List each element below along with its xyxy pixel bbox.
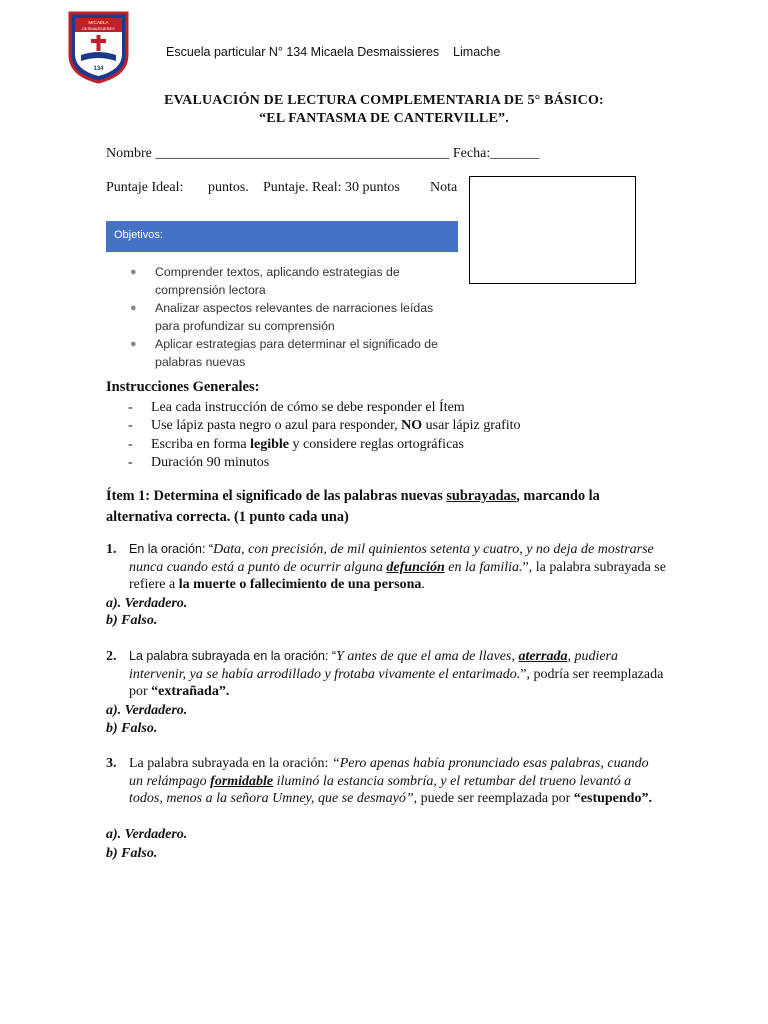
school-name: Escuela particular N° 134 Micaela Desmaissieres Limache [166,45,501,59]
page-title: EVALUACIÓN DE LECTURA COMPLEMENTARIA DE 5° BÁSICO: [164,93,604,108]
q1-option-b[interactable]: b) Falso. [106,613,158,628]
question-1: 1. En la oración: “Data, con precisión, de mil quinientos setenta y cuatro, y no deja de mostrarse nunca cuando está a punto de ocurrir alguna defunción en la familia.”, la palabra subrayada se refiere a la muerte o fallecimiento de una persona. [106,542,666,593]
underlined-word: aterrada [518,649,568,664]
instruction-item: - Use lápiz pasta negro o azul para responder, NO usar lápiz grafito [128,418,521,434]
q2-option-b[interactable]: b) Falso. [106,721,158,736]
svg-text:DESMAISSIERES: DESMAISSIERES [82,26,115,31]
nombre-field[interactable]: __________________________________________ [155,146,450,161]
instruction-item: - Duración 90 minutos [128,454,270,470]
school-logo [67,11,130,84]
objective-item: ● Aplicar estrategias para determinar el significado de palabras nuevas [130,337,438,369]
page-subtitle: “EL FANTASMA DE CANTERVILLE”. [259,111,509,126]
question-number: 1. [106,542,117,557]
q3-option-b[interactable]: b) Falso. [106,846,158,861]
objectives-header: Objetivos: [106,221,458,252]
fecha-label: Fecha: [452,146,491,161]
puntaje-real-label: Puntaje. Real: 30 puntos [263,180,400,195]
objectives-list [130,263,460,371]
question-3: 3. La palabra subrayada en la oración: “Pero apenas había pronunciado esas palabras, cuando un relámpago formidable iluminó la estancia sombría, y el retumbar del trueno levantó a todos, menos a la señora Umney, que se desmayó”, puede ser reemplazada por “estupendo”. [106,756,652,807]
q1-option-a[interactable]: a). Verdadero. [106,596,188,611]
instructions-list [128,399,521,472]
instruction-item: - Escriba en forma legible y considere reglas ortográficas [128,436,464,452]
objective-item: ● Comprender textos, aplicando estrategias de comprensión lectora [130,265,400,297]
underlined-word: formidable [210,773,274,789]
nota-box[interactable] [469,176,636,284]
puntaje-ideal-label: Puntaje Ideal: [106,180,184,195]
puntos-label: puntos. [208,180,249,195]
q3-option-a[interactable]: a). Verdadero. [106,827,188,842]
objective-item: ● Analizar aspectos relevantes de narraciones leídas para profundizar su comprensión [130,301,434,333]
question-2: 2. La palabra subrayada en la oración: “Y antes de que el ama de llaves, aterrada, pudiera intervenir, ya se había arrodillado y frotaba vivamente el entarimado.”, podría ser reemplazada por “extrañada”. [106,649,664,700]
logo-number: 134 [93,66,104,72]
logo-text-top: MICAELA [88,20,109,25]
fecha-field[interactable]: _______ [490,146,540,161]
nota-label: Nota [430,180,458,195]
bullet-icon: ● [130,266,137,278]
bullet-icon: ● [130,338,137,350]
nombre-label: Nombre [106,146,152,161]
instructions-title: Instrucciones Generales: [106,379,260,395]
item1-heading: Ítem 1: Determina el significado de las palabras nuevas subrayadas, marcando la alternativa correcta. (1 punto cada una) [106,488,600,525]
nombre-row [106,146,539,162]
instruction-item: - Lea cada instrucción de cómo se debe responder el Ítem [128,400,465,415]
question-number: 2. [106,649,117,664]
underlined-word: defunción [386,559,445,575]
q2-option-a[interactable]: a). Verdadero. [106,703,188,718]
question-number: 3. [106,756,117,771]
bullet-icon: ● [130,302,137,314]
